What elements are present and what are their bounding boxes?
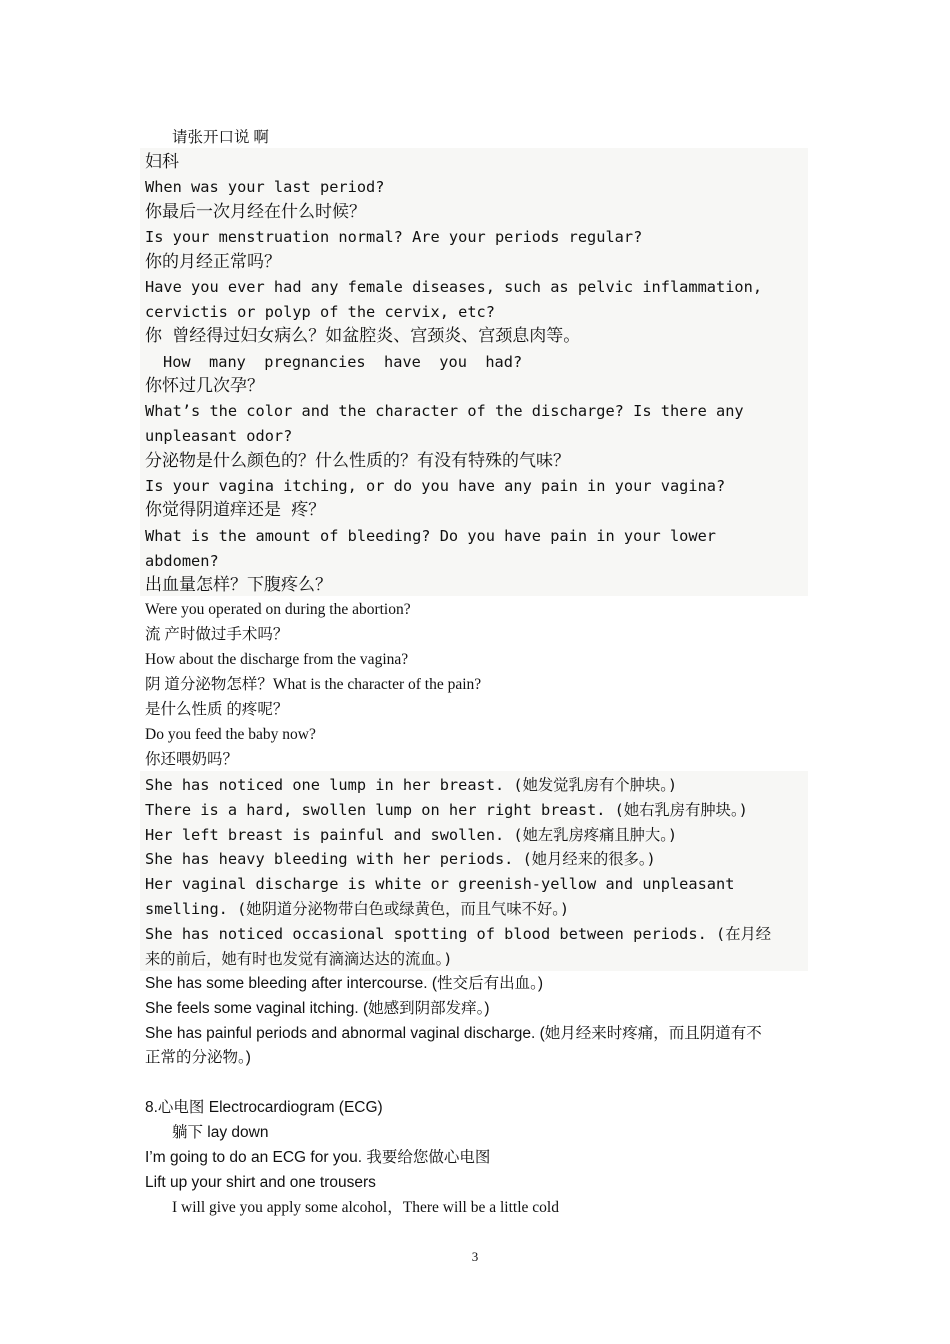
text-line: 出血量怎样？下腹疼么？ [145,575,332,595]
text-line: How many pregnancies have you had? [163,353,523,371]
text-line: 正常的分泌物。) [145,1049,251,1066]
text-line: unpleasant odor? [145,427,293,445]
text-line: 你的月经正常吗？ [145,252,281,272]
text-line: She feels some vaginal itching. (她感到阴部发痒。) [145,1000,490,1017]
text-line: smelling. (她阴道分泌物带白色或绿黄色，而且气味不好。) [145,900,570,918]
text-line: 分泌物是什么颜色的？什么性质的？有没有特殊的气味？ [145,451,570,471]
text-line: 是什么性质 的疼呢？ [145,701,289,718]
text-line: How about the discharge from the vagina? [145,651,409,668]
text-line: 你怀过几次孕？ [145,376,264,396]
text-line: Is your vagina itching, or do you have any pain in your vagina? [145,477,726,495]
text-line: Lift up your shirt and one trousers [145,1174,376,1191]
text-line: 你 曾经得过妇女病么？如盆腔炎、宫颈炎、宫颈息肉等。 [145,326,581,346]
page-number: 3 [471,1249,479,1264]
text-line: 你觉得阴道痒还是 疼？ [145,500,326,520]
text-line: 请张开口说 啊 [172,129,269,146]
text-line: She has noticed one lump in her breast. (她发觉乳房有个肿块。) [145,776,678,794]
text-line: Have you ever had any female diseases, such as pelvic inflammation, [145,278,763,296]
text-line: She has some bleeding after intercourse. (性交后有出血。) [145,975,543,992]
text-line: I will give you apply some alcohol，There will be a little cold [172,1199,559,1216]
text-line: What is the amount of bleeding? Do you have pain in your lower [145,527,716,545]
text-line: There is a hard, swollen lump on her right breast. (她右乳房有肿块。) [145,801,748,819]
text-line: 来的前后，她有时也发觉有滴滴达达的流血。) [145,950,453,968]
text-line: Were you operated on during the abortion? [145,601,411,618]
text-line: She has heavy bleeding with her periods. (她月经来的很多。) [145,850,656,868]
text-line: Her left breast is painful and swollen. (她左乳房疼痛且肿大。) [145,826,678,844]
section-heading-ecg: 8.心电图 Electrocardiogram (ECG) [145,1099,383,1116]
text-line: Do you feed the baby now? [145,726,316,743]
text-line: Her vaginal discharge is white or greenish-yellow and unpleasant [145,875,735,893]
text-line: She has noticed occasional spotting of blood between periods. (在月经 [145,925,772,943]
section-heading-gynecology: 妇科 [145,152,179,172]
text-line: 躺下 lay down [172,1124,269,1141]
text-line: 你还喂奶吗？ [145,751,239,768]
text-line: She has painful periods and abnormal vaginal discharge. (她月经来时疼痛，而且阴道有不 [145,1025,762,1042]
text-line: 你最后一次月经在什么时候？ [145,202,366,222]
text-line: What’s the color and the character of the discharge? Is there any [145,402,744,420]
text-line: Is your menstruation normal? Are your periods regular? [145,228,643,246]
text-line: When was your last period? [145,178,385,196]
text-line: 阴 道分泌物怎样？What is the character of the pain? [145,676,482,693]
text-line: cervictis or polyp of the cervix, etc? [145,303,495,321]
text-line: 流 产时做过手术吗？ [145,626,289,643]
text-line: I’m going to do an ECG for you. 我要给您做心电图 [145,1149,491,1166]
text-line: abdomen? [145,552,219,570]
